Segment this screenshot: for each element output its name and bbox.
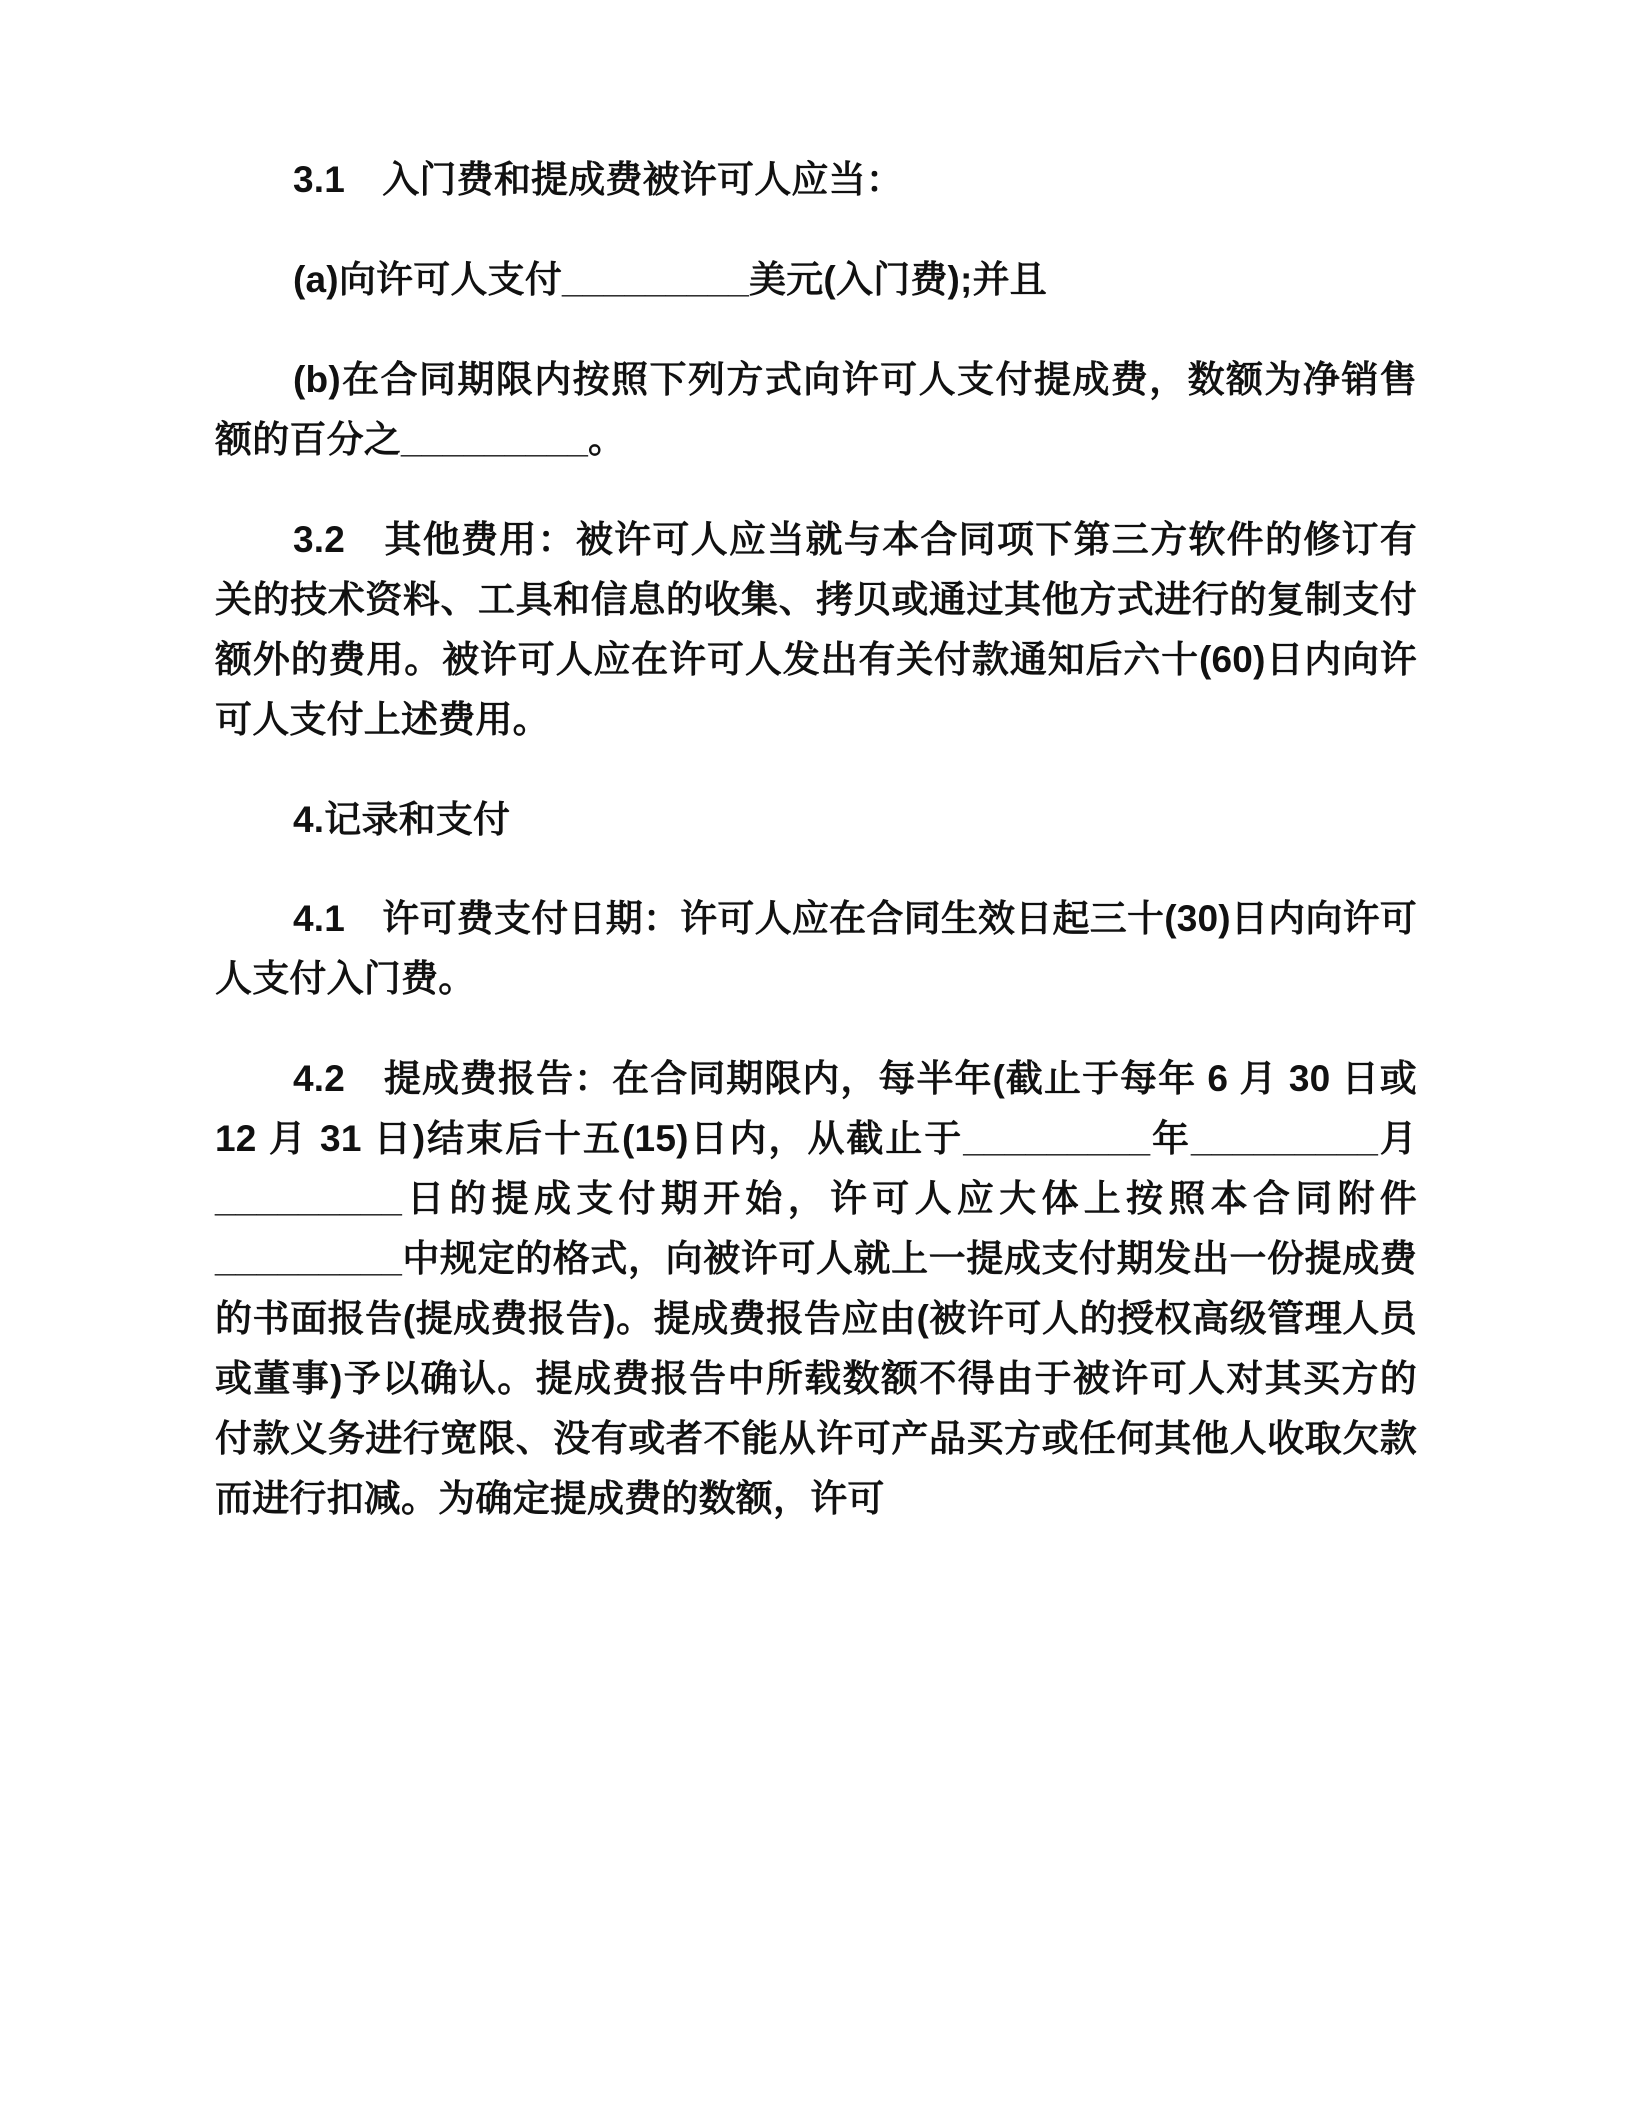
paragraph-clause-3-1-a: (a)向许可人支付_________美元(入门费);并且 [293, 258, 1047, 300]
document-body [215, 150, 1428, 1529]
paragraph-clause-4-2: 4.2 提成费报告：在合同期限内，每半年(截止于每年 6 月 30 日或 12 月 31 日)结束后十五(15)日内，从截止于_________年_________月_________日的提成支付期开始，许可人应大体上按照本合同附件_________中规定的格式，向被许可人就上一提成支付期发出一份提成费的书面报告(提成费报告)。提成费报告应由(被许可人的授权高级管理人员或董事)予以确认。提成费报告中所载数额不得由于被许可人对其买方的付款义务进行宽限、没有或者不能从许可产品买方或任何其他人收取欠款而进行扣减。为确定提成费的数额，许可 [215, 1058, 1428, 1519]
paragraph-clause-3-2: 3.2 其他费用：被许可人应当就与本合同项下第三方软件的修订有关的技术资料、工具和信息的收集、拷贝或通过其他方式进行的复制支付额外的费用。被许可人应在许可人发出有关付款通知后六十(60)日内向许可人支付上述费用。 [215, 518, 1417, 740]
paragraph-clause-4-1: 4.1 许可费支付日期：许可人应在合同生效日起三十(30)日内向许可人支付入门费。 [215, 898, 1417, 1000]
paragraph-clause-3-1: 3.1 入门费和提成费被许可人应当： [293, 159, 904, 200]
paragraph-section-4-heading: 4.记录和支付 [293, 798, 511, 840]
paragraph-clause-3-1-b: (b)在合同期限内按照下列方式向许可人支付提成费，数额为净销售额的百分之_________。 [215, 358, 1417, 460]
